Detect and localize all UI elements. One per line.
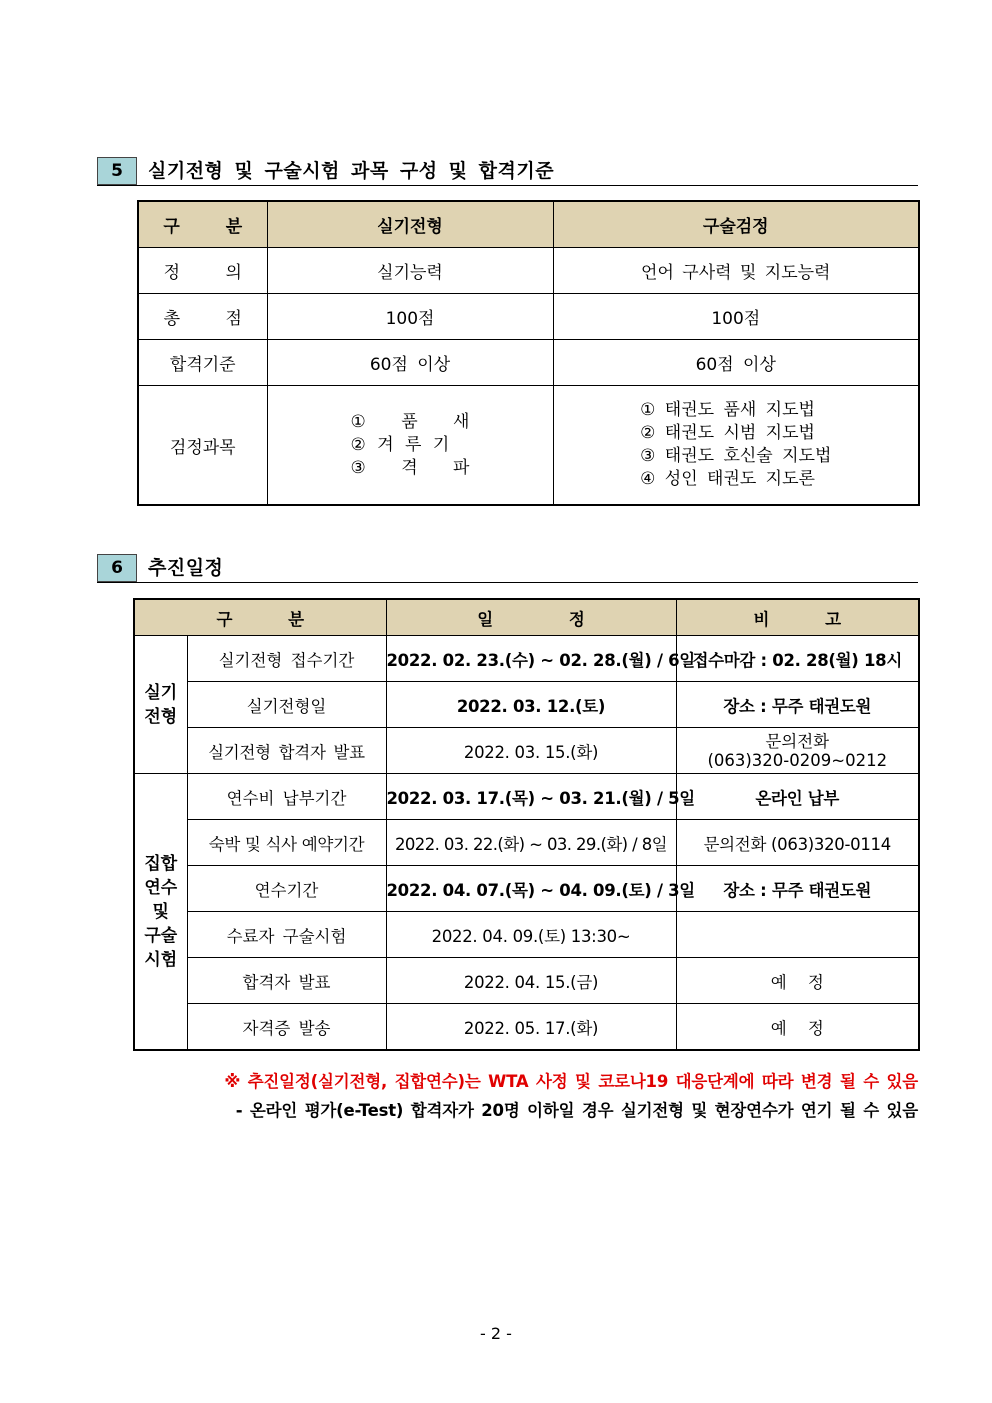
table-row: [134, 636, 919, 682]
row-label: 검정과목: [138, 386, 267, 506]
note-cell: 문의전화 (063)320-0114: [676, 820, 919, 866]
group-label-text: 실기 전형: [144, 682, 178, 727]
header-oral: 구술검정: [553, 201, 919, 248]
row-label: 총 점: [138, 294, 267, 340]
item-cell: 숙박 및 식사 예약기간: [187, 820, 386, 866]
header-schedule: 일 정: [386, 599, 676, 636]
schedule-cell: 2022. 04. 09.(토) 13:30~: [386, 912, 676, 958]
practical-subject-list: [351, 411, 470, 480]
header-practical: 실기전형: [267, 201, 553, 248]
list-item: ① 품 새: [350, 411, 470, 432]
table-header-row: [138, 201, 919, 248]
table-row: [134, 912, 919, 958]
table-row: [134, 1004, 919, 1051]
oral-cell: 60점 이상: [553, 340, 919, 386]
header-category: 구 분: [138, 201, 267, 248]
postponement-notice: - 온라인 평가(e-Test) 합격자가 20명 이하일 경우 실기전형 및 현장연수가 연기 될 수 있음: [235, 1101, 918, 1120]
table-row: [138, 294, 919, 340]
item-cell: 연수기간: [187, 866, 386, 912]
header-category: 구 분: [134, 599, 386, 636]
header-remarks: 비 고: [676, 599, 919, 636]
group-label-text: 집합 연수 및 구술 시험: [144, 853, 178, 970]
practical-cell: 100점: [267, 294, 553, 340]
schedule-cell: 2022. 03. 15.(화): [386, 728, 676, 774]
practical-cell: 실기능력: [267, 248, 553, 294]
note-cell: 온라인 납부: [676, 774, 919, 820]
table-row: [138, 248, 919, 294]
oral-cell: 언어 구사력 및 지도능력: [553, 248, 919, 294]
section-6-heading: [97, 554, 918, 583]
item-cell: 수료자 구술시험: [187, 912, 386, 958]
item-cell: 실기전형 합격자 발표: [187, 728, 386, 774]
practical-cell: 60점 이상: [267, 340, 553, 386]
list-item: ③ 격 파: [350, 457, 470, 478]
item-cell: 실기전형일: [187, 682, 386, 728]
table-row: [134, 866, 919, 912]
item-cell: 실기전형 접수기간: [187, 636, 386, 682]
schedule-cell: 2022. 05. 17.(화): [386, 1004, 676, 1051]
schedule-cell: 2022. 02. 23.(수) ~ 02. 28.(월) / 6일: [386, 636, 676, 682]
list-item: ④ 성인 태권도 지도론: [640, 469, 815, 489]
list-item: ② 태권도 시범 지도법: [640, 423, 815, 443]
schedule-cell: 2022. 04. 15.(금): [386, 958, 676, 1004]
table-row: [138, 386, 919, 506]
table-row: [134, 820, 919, 866]
item-cell: 연수비 납부기간: [187, 774, 386, 820]
phone-number: (063)320-0209~0212: [707, 750, 888, 770]
note-cell: [676, 728, 919, 774]
table-header-row: [134, 599, 919, 636]
oral-subjects-cell: [553, 386, 919, 506]
page-number: - 2 -: [480, 1324, 512, 1343]
section-6-number: 6: [97, 554, 137, 582]
note-cell: [676, 912, 919, 958]
schedule-cell: 2022. 03. 22.(화) ~ 03. 29.(화) / 8일: [386, 820, 676, 866]
item-cell: 자격증 발송: [187, 1004, 386, 1051]
schedule-cell: 2022. 03. 17.(목) ~ 03. 21.(월) / 5일: [386, 774, 676, 820]
note-cell: 장소 : 무주 태권도원: [676, 682, 919, 728]
note-cell: 장소 : 무주 태권도원: [676, 866, 919, 912]
table-row: [138, 340, 919, 386]
item-cell: 합격자 발표: [187, 958, 386, 1004]
note-cell: 접수마감 : 02. 28(월) 18시: [676, 636, 919, 682]
note-cell: 예 정: [676, 958, 919, 1004]
note-cell: 예 정: [676, 1004, 919, 1051]
section-5-title: 실기전형 및 구술시험 과목 구성 및 합격기준: [148, 160, 555, 182]
table-row: [134, 682, 919, 728]
group-label-practical: [134, 636, 187, 774]
schedule-table: [133, 598, 920, 1051]
schedule-cell: 2022. 03. 12.(토): [386, 682, 676, 728]
section-5-heading: [97, 157, 918, 186]
row-label: 정 의: [138, 248, 267, 294]
table-row: [134, 958, 919, 1004]
section-5-number: 5: [97, 157, 137, 185]
table-row: [134, 774, 919, 820]
table-row: [134, 728, 919, 774]
section-6-title: 추진일정: [148, 557, 224, 579]
schedule-change-notice: ※ 추진일정(실기전형, 집합연수)는 WTA 사정 및 코로나19 대응단계에 따라 변경 될 수 있음: [224, 1072, 918, 1091]
exam-criteria-table: [137, 200, 920, 506]
list-item: ① 태권도 품새 지도법: [640, 400, 815, 420]
oral-cell: 100점: [553, 294, 919, 340]
practical-subjects-cell: [267, 386, 553, 506]
oral-subject-list: [640, 399, 831, 491]
note-line: 문의전화: [765, 731, 830, 751]
group-label-training: [134, 774, 187, 1051]
list-item: ③ 태권도 호신술 지도법: [640, 446, 832, 466]
schedule-cell: 2022. 04. 07.(목) ~ 04. 09.(토) / 3일: [386, 866, 676, 912]
list-item: ② 겨 루 기: [350, 434, 450, 455]
row-label: 합격기준: [138, 340, 267, 386]
